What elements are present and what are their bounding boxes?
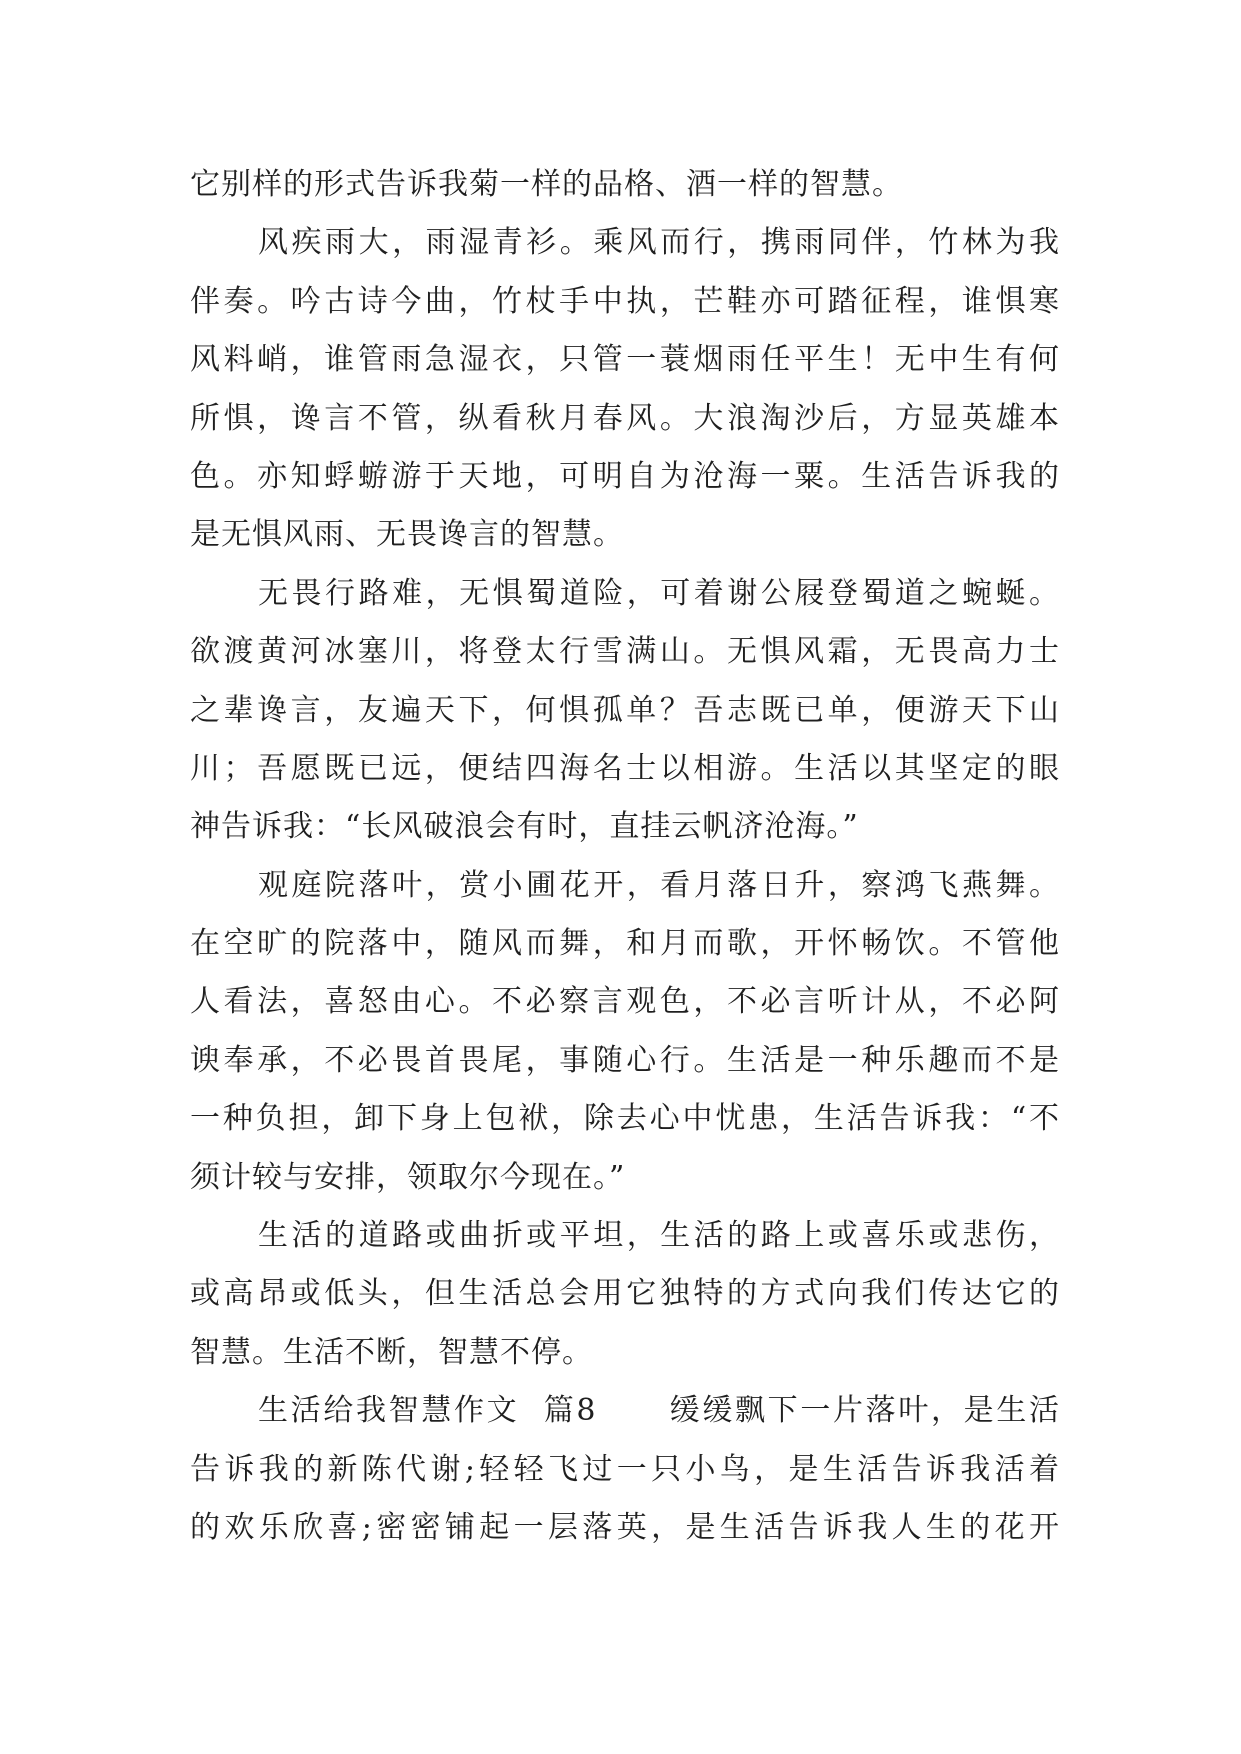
text-line: 神告诉我：“长风破浪会有时，直挂云帆济沧海。” [190,809,859,845]
text-line: 伴奏。吟古诗今曲，竹杖手中执，芒鞋亦可踏征程，谁惧寒 [190,283,1060,319]
text-line: 之辈谗言，友遍天下，何惧孤单？吾志既已单，便游天下山 [190,692,1060,728]
text-line: 人看法，喜怒由心。不必察言观色，不必言听计从，不必阿 [190,984,1060,1020]
text-line: 风料峭，谁管雨急湿衣，只管一蓑烟雨任平生！无中生有何 [190,342,1060,378]
text-line: 它别样的形式告诉我菊一样的品格、酒一样的智慧。 [190,167,903,202]
text-line: 是无惧风雨、无畏谗言的智慧。 [190,517,624,553]
text-line: 生活给我智慧作文 篇8 缓缓飘下一片落叶，是生活 [258,1393,1060,1429]
essay-body [190,156,1060,1557]
text-line: 一种负担，卸下身上包袱，除去心中忧患，生活告诉我：“不 [190,1101,1060,1137]
text-line: 谀奉承，不必畏首畏尾，事随心行。生活是一种乐趣而不是 [190,1042,1060,1078]
text-line: 须计较与安排，领取尔今现在。” [190,1159,626,1195]
text-line: 智慧。生活不断，智慧不停。 [190,1334,593,1370]
text-line: 无畏行路难，无惧蜀道险，可着谢公屐登蜀道之蜿蜒。 [258,575,1060,611]
text-line: 川；吾愿既已远，便结四海名士以相游。生活以其坚定的眼 [190,750,1060,786]
text-line: 观庭院落叶，赏小圃花开，看月落日升，察鸿飞燕舞。 [258,867,1060,903]
text-line: 生活的道路或曲折或平坦，生活的路上或喜乐或悲伤， [258,1218,1060,1254]
text-line: 色。亦知蜉蝣游于天地，可明自为沧海一粟。生活告诉我的 [190,458,1060,494]
text-line: 或高昂或低头，但生活总会用它独特的方式向我们传达它的 [190,1276,1060,1312]
text-line: 告诉我的新陈代谢;轻轻飞过一只小鸟，是生活告诉我活着 [190,1451,1060,1487]
text-line: 在空旷的院落中，随风而舞，和月而歌，开怀畅饮。不管他 [190,926,1060,962]
text-line: 所惧，谗言不管，纵看秋月春风。大浪淘沙后，方显英雄本 [190,400,1060,436]
text-line: 风疾雨大，雨湿青衫。乘风而行，携雨同伴，竹林为我 [258,225,1060,261]
text-line: 的欢乐欣喜;密密铺起一层落英，是生活告诉我人生的花开 [190,1509,1060,1545]
text-line: 欲渡黄河冰塞川，将登太行雪满山。无惧风霜，无畏高力士 [190,634,1060,670]
